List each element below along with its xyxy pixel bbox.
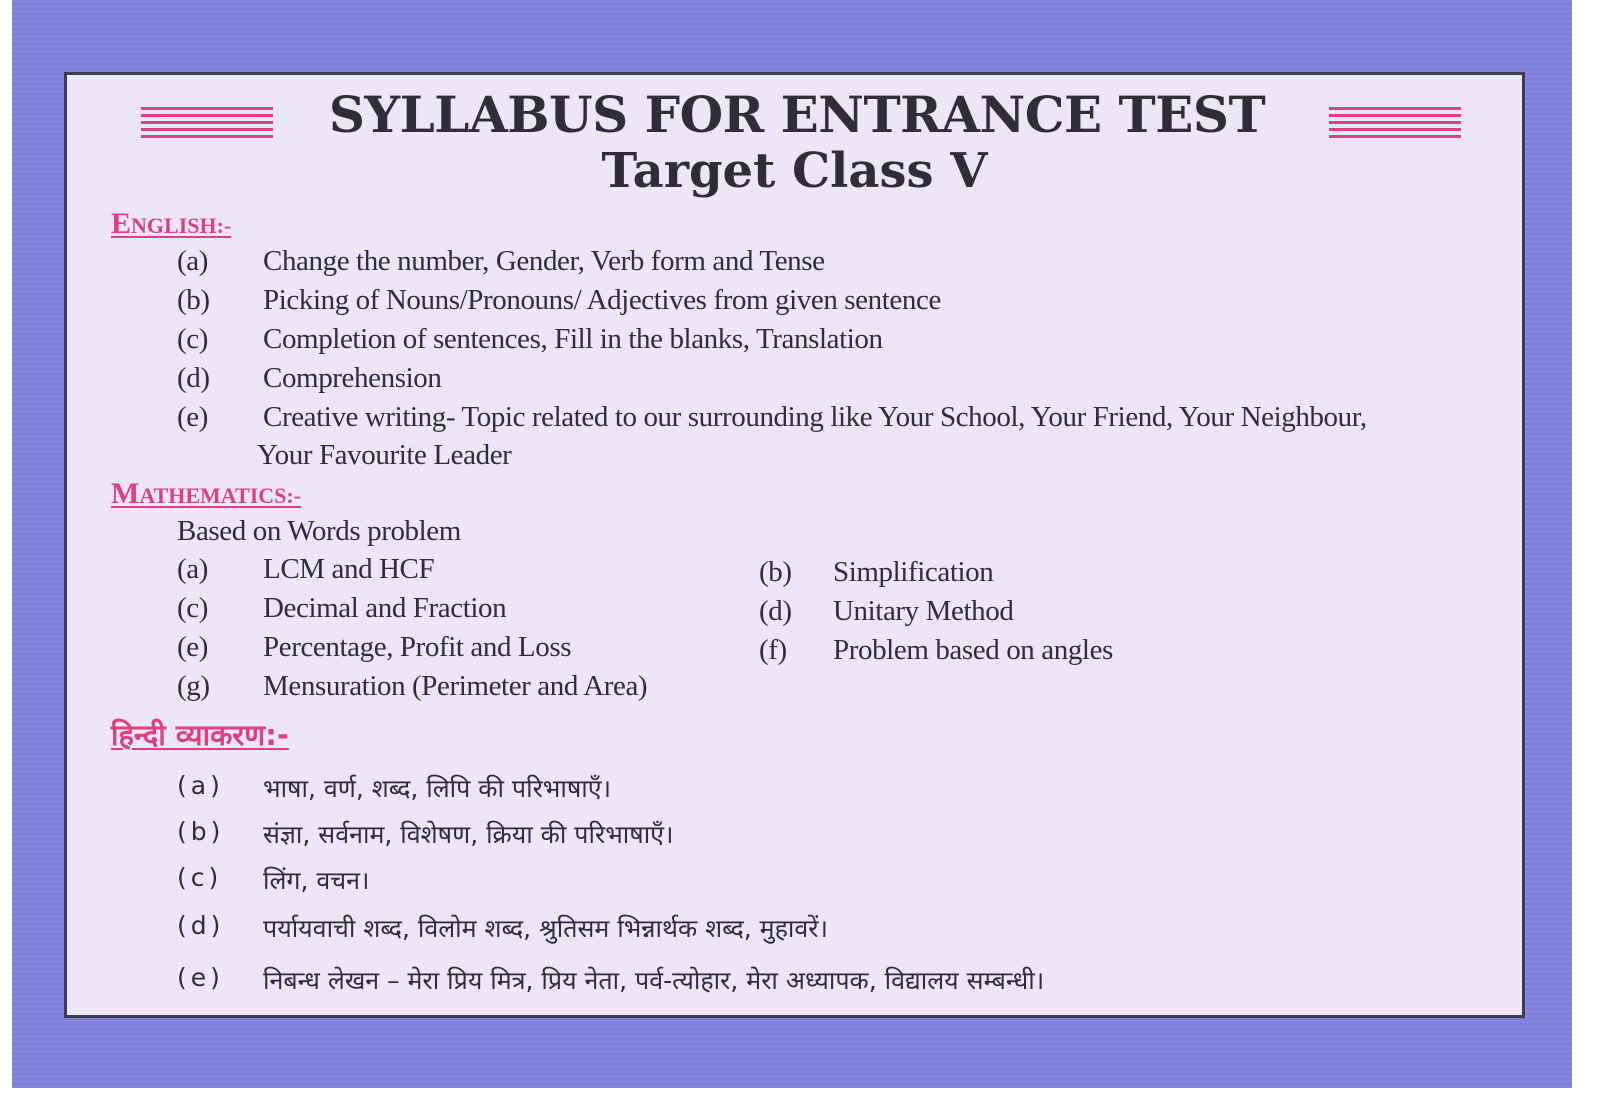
syllabus-card: [64, 72, 1525, 1018]
item-marker: (a): [177, 771, 224, 800]
item-text: Decimal and Fraction: [263, 592, 507, 624]
mathematics-intro: Based on Words problem: [177, 515, 461, 547]
item-text: Problem based on angles: [833, 634, 1113, 666]
english-heading: ENGLISH:-: [111, 207, 232, 240]
english-item-continuation: Your Favourite Leader: [257, 439, 512, 471]
item-text: LCM and HCF: [263, 553, 435, 585]
decorative-stripes-left: [141, 107, 273, 141]
item-text: Mensuration (Perimeter and Area): [263, 670, 648, 702]
item-text: Comprehension: [263, 362, 442, 394]
item-text: Simplification: [833, 556, 994, 588]
item-marker: (e): [177, 401, 208, 433]
item-marker: (c): [177, 323, 208, 355]
item-marker: (e): [177, 631, 208, 663]
item-marker: (d): [177, 362, 210, 394]
item-marker: (g): [177, 670, 210, 702]
item-marker: (c): [177, 592, 208, 624]
page-title: SYLLABUS FOR ENTRANCE TEST: [328, 85, 1266, 144]
item-text: लिंग, वचन।: [263, 866, 370, 895]
decorative-stripes-right: [1329, 107, 1461, 141]
mathematics-heading: MATHEMATICS:-: [111, 477, 302, 510]
item-marker: (b): [177, 284, 210, 316]
item-marker: (c): [177, 863, 223, 892]
item-marker: (b): [177, 817, 225, 846]
item-text: Completion of sentences, Fill in the blanks, Translation: [263, 323, 883, 355]
item-marker: (d): [177, 911, 225, 940]
item-marker: (a): [177, 553, 208, 585]
item-text: Percentage, Profit and Loss: [263, 631, 572, 663]
item-marker: (d): [759, 595, 792, 627]
page-subtitle: Target Class V: [601, 143, 988, 199]
item-marker: (f): [759, 634, 787, 666]
item-text: संज्ञा, सर्वनाम, विशेषण, क्रिया की परिभाषाएँ।: [263, 820, 674, 849]
item-marker: (e): [177, 963, 224, 992]
item-marker: (a): [177, 245, 208, 277]
item-text: भाषा, वर्ण, शब्द, लिपि की परिभाषाएँ।: [263, 774, 612, 803]
item-text: निबन्ध लेखन – मेरा प्रिय मित्र, प्रिय नेता, पर्व-त्योहार, मेरा अध्यापक, विद्यालय सम्बन्धी।: [263, 966, 1045, 995]
item-text: Creative writing- Topic related to our surrounding like Your School, Your Friend, Your Neighbour,: [263, 401, 1367, 433]
item-marker: (b): [759, 556, 792, 588]
item-text: Change the number, Gender, Verb form and Tense: [263, 245, 825, 277]
item-text: Unitary Method: [833, 595, 1014, 627]
item-text: Picking of Nouns/Pronouns/ Adjectives from given sentence: [263, 284, 941, 316]
hindi-grammar-heading: हिन्दी व्याकरण:-: [111, 718, 289, 752]
item-text: पर्यायवाची शब्द, विलोम शब्द, श्रुतिसम भिन्नार्थक शब्द, मुहावरें।: [263, 914, 828, 943]
